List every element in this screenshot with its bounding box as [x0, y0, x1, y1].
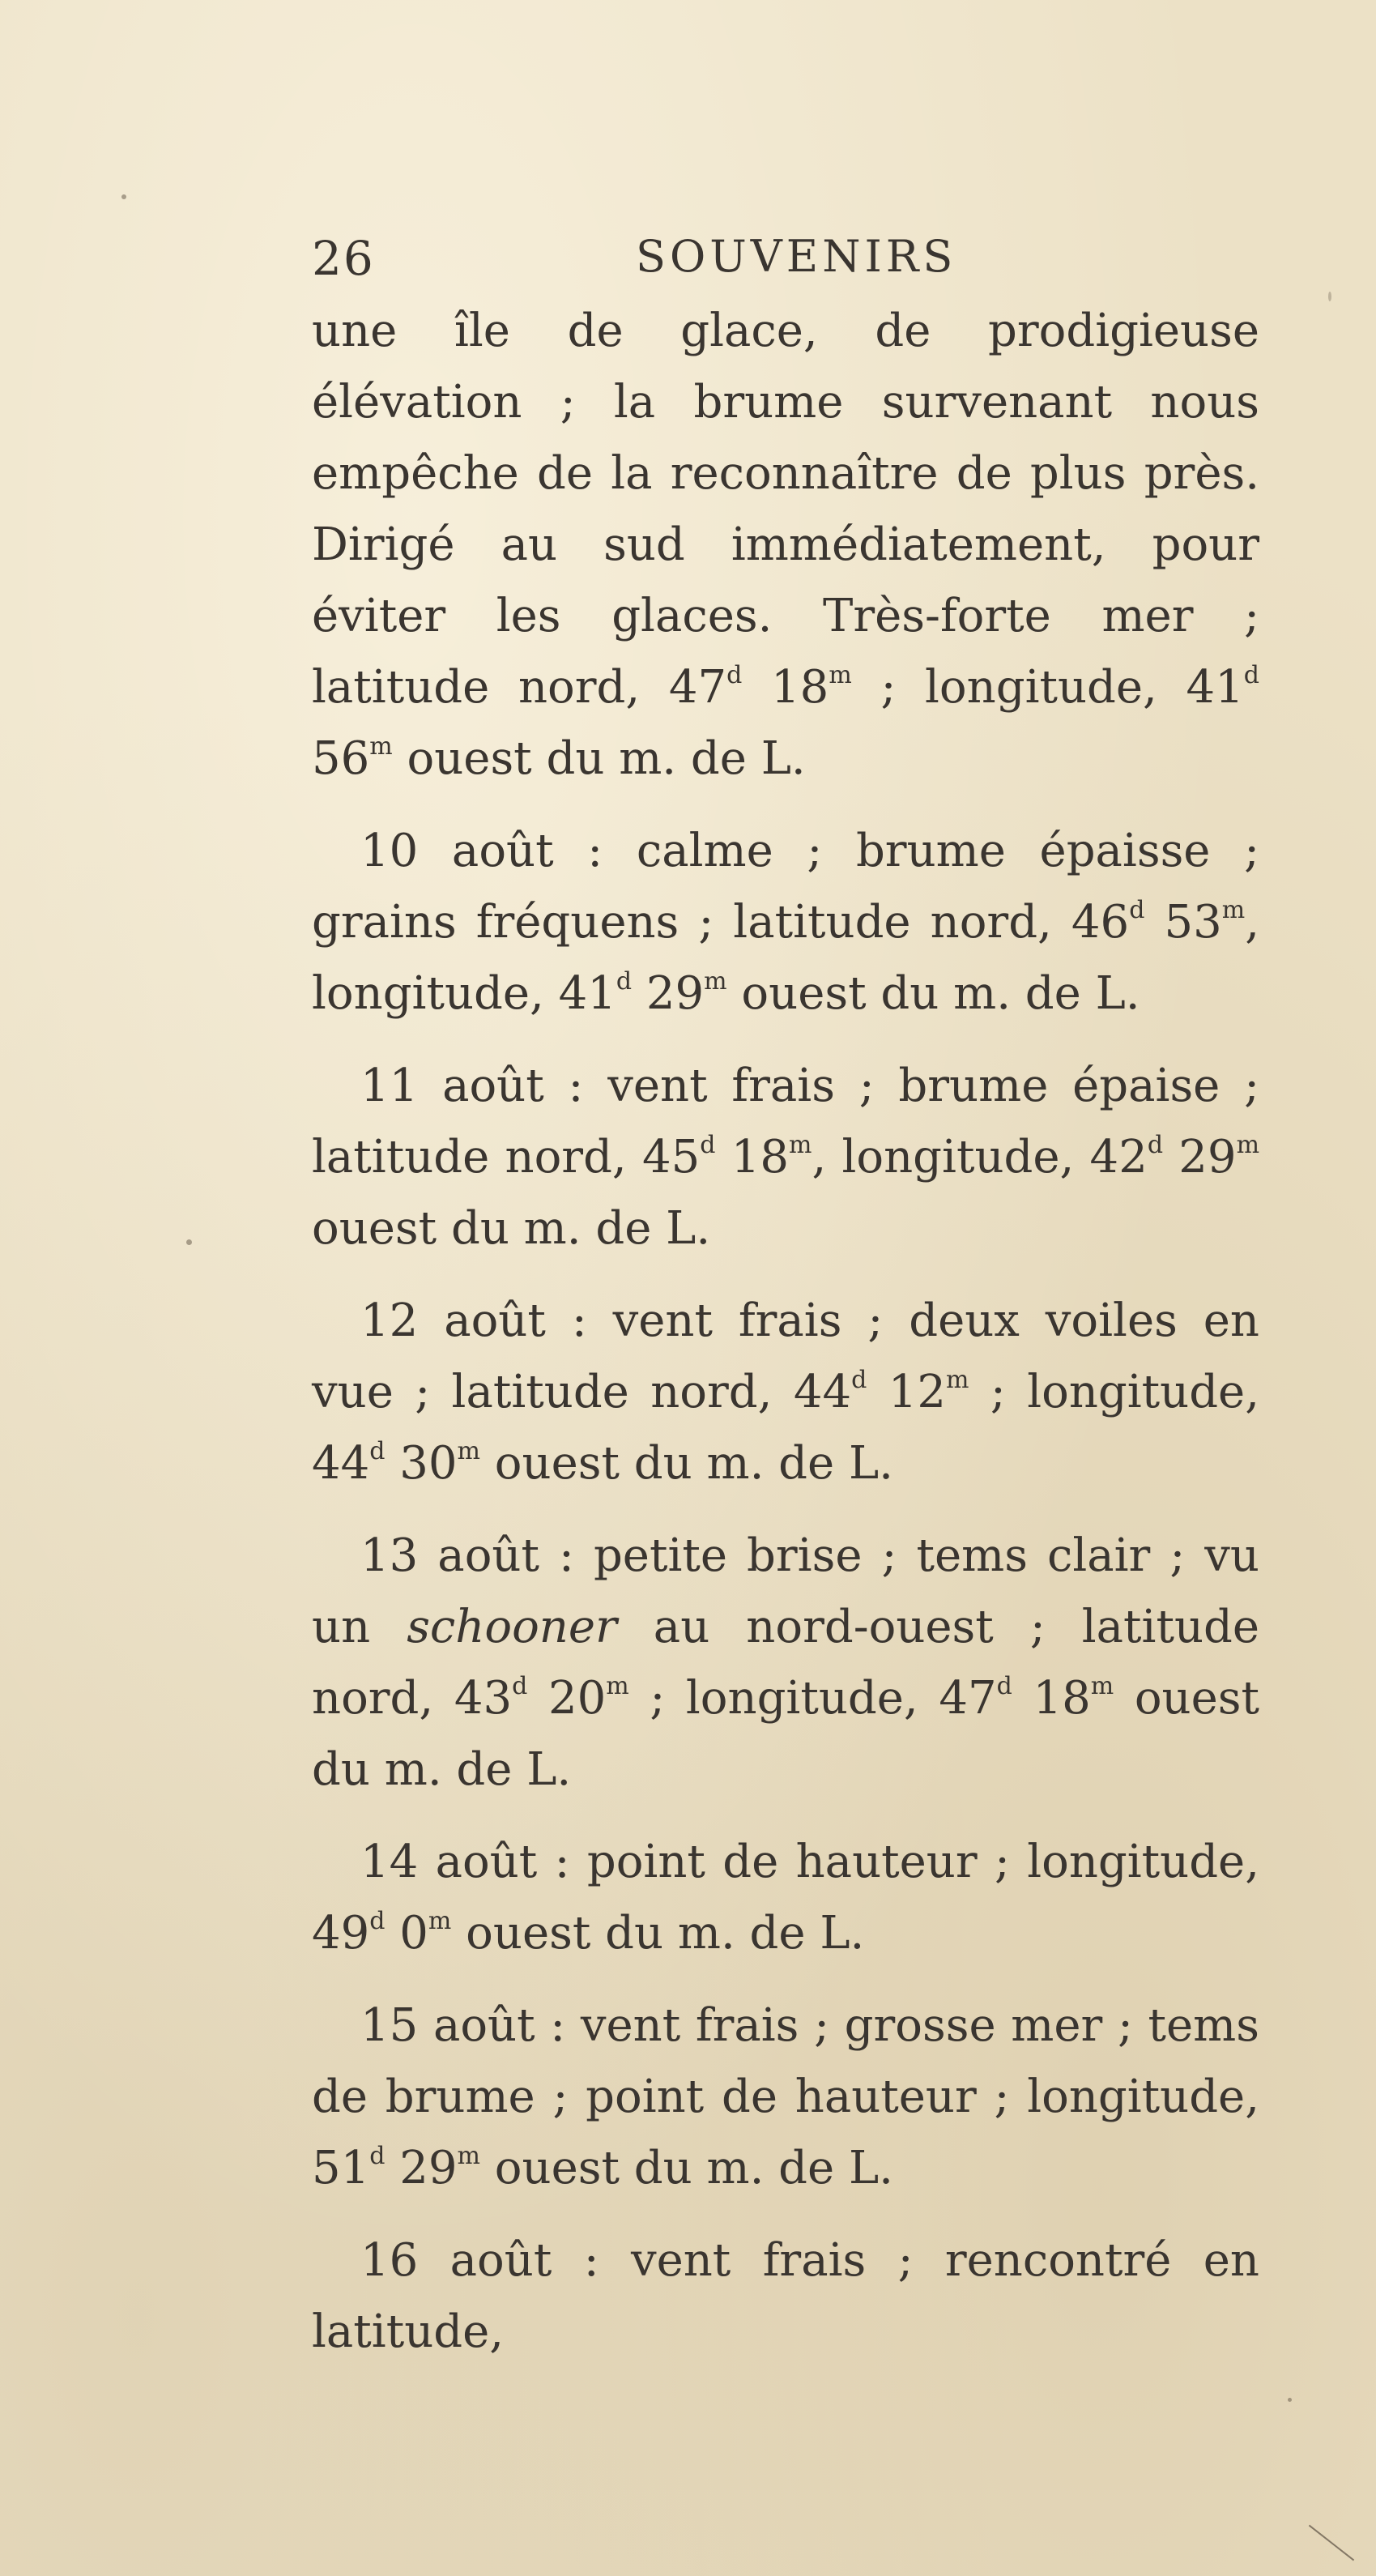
paper-speck	[1288, 2398, 1292, 2402]
paragraph-continuation: une île de glace, de prodigieuse élévation ; la brume survenant nous empêche de la reconnaître de plus près. Dirigé au sud immédiatement, pour éviter les glaces. Très-forte mer ; latitude nord, 47$^d$ 18$^m$ ; longitude, 41$^d$ 56$^m$ ouest du m. de L.	[312, 305, 1260, 785]
page-number: 26	[312, 231, 375, 286]
paper-speck	[121, 194, 126, 199]
log-entry-15-aout: 15 août : vent frais ; grosse mer ; tems de brume ; point de hauteur ; longitude, 51$^d$ 29$^m$ ouest du m. de L.	[312, 1999, 1259, 2194]
log-entry-10-aout: 10 août : calme ; brume épaisse ; grains fréquens ; latitude nord, 46$^d$ 53$^m$, longitude, 41$^d$ 29$^m$ ouest du m. de L.	[312, 825, 1260, 1020]
log-entry-13-aout: 13 août : petite brise ; tems clair ; vu un schooner au nord-ouest ; latitude nord, 43$^d$ 20$^m$ ; longitude, 47$^d$ 18$^m$ ouest du m. de L.	[312, 1529, 1260, 1796]
page-header	[312, 231, 1259, 296]
log-entry-16-aout: 16 août : vent frais ; rencontré en latitude,	[312, 2234, 1259, 2358]
paper-speck	[1328, 292, 1331, 301]
log-entry-12-aout: 12 août : vent frais ; deux voiles en vue ; latitude nord, 44$^d$ 12$^m$ ; longitude, 44$^d$ 30$^m$ ouest du m. de L.	[312, 1294, 1260, 1490]
ship-type-italic: schooner	[407, 1601, 617, 1653]
log-entry-14-aout: 14 août : point de hauteur ; longitude, 49$^d$ 0$^m$ ouest du m. de L.	[312, 1836, 1259, 1960]
body-text	[312, 296, 1259, 2368]
corner-crease	[1309, 2525, 1354, 2561]
paper-speck	[186, 1239, 192, 1245]
log-entry-11-aout: 11 août : vent frais ; brume épaise ; latitude nord, 45$^d$ 18$^m$, longitude, 42$^d$ 29$^m$ ouest du m. de L.	[312, 1060, 1260, 1255]
running-head: SOUVENIRS	[636, 231, 957, 282]
